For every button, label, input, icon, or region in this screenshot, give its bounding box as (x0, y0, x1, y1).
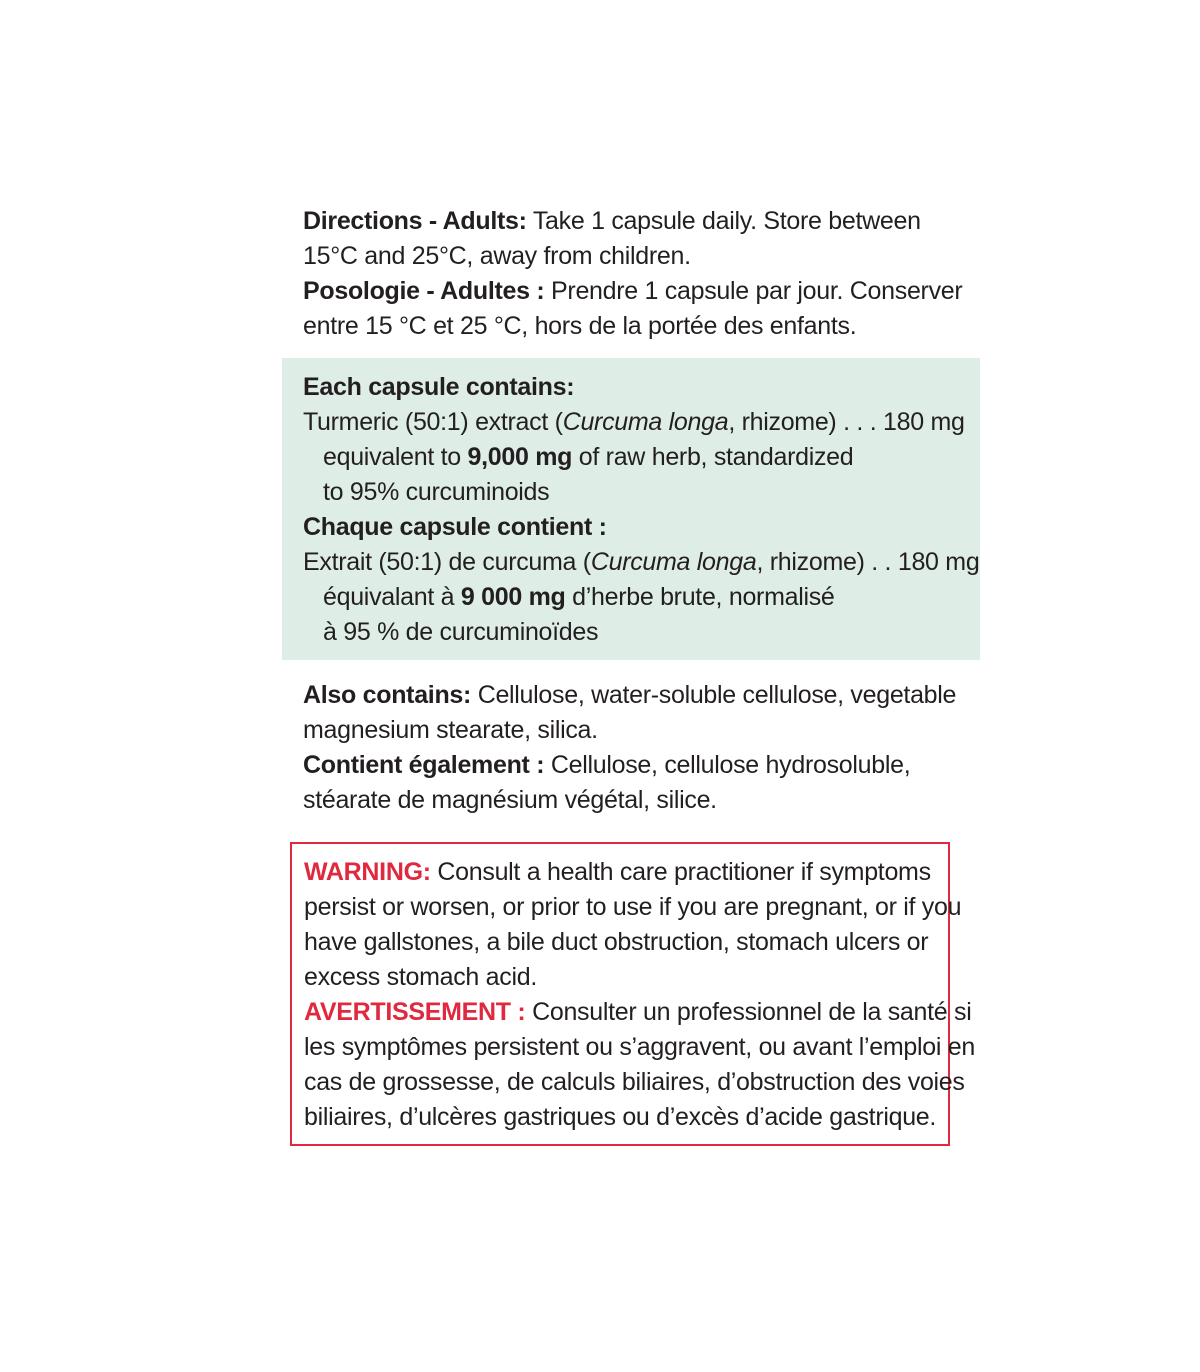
directions-en-lead: Directions - Adults: (303, 207, 527, 235)
directions-fr-line1: Posologie - Adultes : Prendre 1 capsule par jour. Conserver (303, 277, 963, 305)
warning-en-lead: WARNING: (304, 858, 431, 886)
ingredients-fr-standardized: à 95 % de curcuminoïdes (323, 618, 599, 646)
supplement-label (282, 204, 980, 1146)
warning-en-line2: persist or worsen, or prior to use if you are pregnant, or if you (304, 893, 962, 921)
ingredients-en-equivalent: equivalent to 9,000 mg of raw herb, standardized (323, 443, 854, 471)
warning-fr-line1: AVERTISSEMENT : Consulter un professionnel de la santé si (304, 998, 972, 1026)
warning-en-line1: WARNING: Consult a health care practitioner if symptoms (304, 858, 931, 886)
also-contains-section (282, 678, 972, 818)
warning-box (290, 842, 975, 1146)
also-contains-fr-line2: stéarate de magnésium végétal, silice. (303, 786, 717, 814)
ingredients-en-item: Turmeric (50:1) extract (Curcuma longa, rhizome) . . . 180 mg (303, 408, 965, 436)
directions-section (282, 204, 972, 344)
ingredients-panel (282, 358, 980, 660)
warning-en-line3: have gallstones, a bile duct obstruction, stomach ulcers or (304, 928, 929, 956)
ingredients-fr-equivalent: équivalant à 9 000 mg d’herbe brute, normalisé (323, 583, 835, 611)
latin-name: Curcuma longa (562, 408, 729, 436)
ingredients-en-heading: Each capsule contains: (303, 373, 575, 401)
ingredients-fr-item: Extrait (50:1) de curcuma (Curcuma longa, rhizome) . . 180 mg (303, 548, 980, 576)
also-contains-en-lead: Also contains: (303, 681, 472, 709)
ingredients-en-standardized: to 95% curcuminoids (323, 478, 550, 506)
directions-fr-lead: Posologie - Adultes : (303, 277, 545, 305)
directions-en-line1: Directions - Adults: Take 1 capsule daily. Store between (303, 207, 921, 235)
warning-fr-lead: AVERTISSEMENT : (304, 998, 526, 1026)
also-contains-fr-lead: Contient également : (303, 751, 545, 779)
warning-fr-line3: cas de grossesse, de calculs biliaires, d’obstruction des voies (304, 1068, 965, 1096)
also-contains-fr-line1: Contient également : Cellulose, cellulose hydrosoluble, (303, 751, 911, 779)
latin-name: Curcuma longa (590, 548, 757, 576)
warning-fr-line4: biliaires, d’ulcères gastriques ou d’excès d’acide gastrique. (304, 1103, 937, 1131)
warning-en-line4: excess stomach acid. (304, 963, 537, 991)
ingredients-fr-heading: Chaque capsule contient : (303, 513, 607, 541)
directions-fr-line2: entre 15 °C et 25 °C, hors de la portée des enfants. (303, 312, 857, 340)
also-contains-en-line2: magnesium stearate, silica. (303, 716, 598, 744)
directions-en-line2: 15°C and 25°C, away from children. (303, 242, 691, 270)
warning-fr-line2: les symptômes persistent ou s’aggravent, ou avant l’emploi en (304, 1033, 975, 1061)
also-contains-en-line1: Also contains: Cellulose, water-soluble cellulose, vegetable (303, 681, 957, 709)
